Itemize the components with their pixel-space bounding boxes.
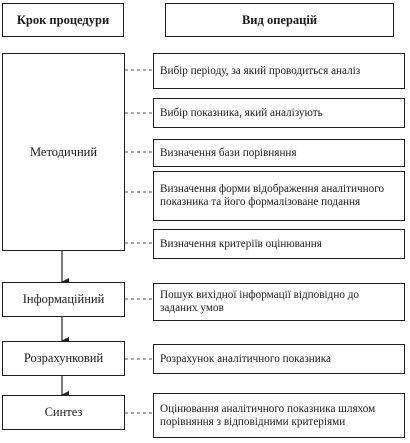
step-synthesis — [2, 395, 125, 430]
operation-box — [153, 53, 405, 89]
operation-text: Визначення бази порівняння — [160, 146, 297, 159]
operation-box — [153, 171, 405, 221]
operation-box — [153, 229, 405, 259]
operation-text: Визначення критеріїв оцінювання — [160, 237, 322, 250]
operation-box — [153, 98, 405, 128]
operation-text: Оцінювання аналітичного показника шляхом порівняння з відповідними критеріями — [160, 402, 376, 428]
step-label: Інформаційний — [22, 292, 105, 306]
step-computational — [2, 341, 125, 376]
step-label: Синтез — [44, 405, 83, 419]
header-operation-label: Вид операцій — [241, 12, 318, 27]
operation-text: Визначення форми відображення аналітичного показника та його формалізоване подання — [160, 183, 385, 208]
operation-box — [153, 139, 405, 167]
step-informational — [2, 282, 125, 317]
header-step — [2, 3, 124, 37]
header-step-label: Крок процедури — [16, 12, 110, 27]
operation-box — [153, 393, 405, 438]
operation-text: Розрахунок аналітичного показника — [160, 352, 332, 365]
header-operation — [165, 3, 394, 37]
step-methodical — [2, 53, 125, 251]
step-label: Розрахунковий — [23, 351, 104, 365]
operation-box — [153, 283, 405, 321]
operation-text: Вибір показника, який аналізують — [160, 106, 323, 119]
operation-text: Пошук вихідної інформації відповідно до заданих умов — [160, 289, 360, 314]
operation-text: Вибір періоду, за який проводиться аналіз — [160, 64, 361, 77]
operation-box — [153, 344, 405, 374]
step-label: Методичний — [29, 144, 98, 159]
